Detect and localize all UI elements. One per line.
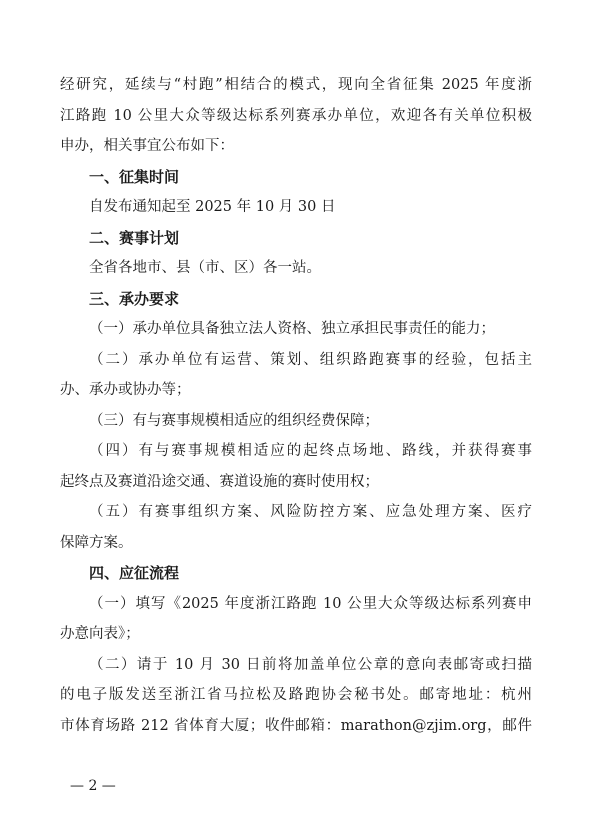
- intro-line: 申办，相关事宜公布如下：: [60, 138, 234, 154]
- section-heading-time: 一、征集时间: [89, 167, 180, 186]
- requirement-item: （三）有与赛事规模相适应的组织经费保障；: [89, 412, 379, 429]
- section-text: 自发布通知起至 2025 年 10 月 30 日: [89, 199, 336, 215]
- section-heading-requirements: 三、承办要求: [89, 289, 180, 308]
- process-item: （一）填写《2025 年度浙江路跑 10 公里大众等级达标系列赛申: [89, 595, 532, 612]
- requirement-item-continued: 起终点及赛道沿途交通、赛道设施的赛时使用权；: [60, 473, 379, 490]
- requirement-item: （一）承办单位具备独立法人资格、独立承担民事责任的能力；: [89, 321, 495, 337]
- requirement-item-continued: 办、承办或协办等；: [60, 382, 191, 398]
- section-heading-plan: 二、赛事计划: [89, 228, 180, 247]
- document-body: [60, 70, 532, 741]
- process-item-continued: 办意向表》；: [60, 626, 140, 642]
- section-text: 全省各地市、县（市、区）各一站。: [89, 260, 321, 276]
- requirement-item-continued: 保障方案。: [60, 534, 133, 551]
- process-item-continued: 的电子版发送至浙江省马拉松及路跑协会秘书处。邮寄地址：杭州: [60, 687, 532, 703]
- requirement-item: （四）有与赛事规模相适应的起终点场地、路线，并获得赛事: [89, 443, 532, 459]
- intro-line: 经研究，延续与“村跑”相结合的模式，现向全省征集 2025 年度浙: [60, 77, 532, 93]
- intro-line: 江路跑 10 公里大众等级达标系列赛承办单位，欢迎各有关单位积极: [60, 107, 532, 124]
- page-number: — 2 —: [70, 778, 116, 794]
- process-item: （二）请于 10 月 30 日前将加盖单位公章的意向表邮寄或扫描: [89, 656, 532, 673]
- requirement-item: （五）有赛事组织方案、风险防控方案、应急处理方案、医疗: [89, 504, 532, 520]
- requirement-item: （二）承办单位有运营、策划、组织路跑赛事的经验，包括主: [89, 351, 532, 368]
- process-item-continued: 市体育场路 212 省体育大厦；收件邮箱：marathon@zjim.org，邮件: [60, 717, 532, 734]
- section-heading-process: 四、应征流程: [89, 564, 180, 582]
